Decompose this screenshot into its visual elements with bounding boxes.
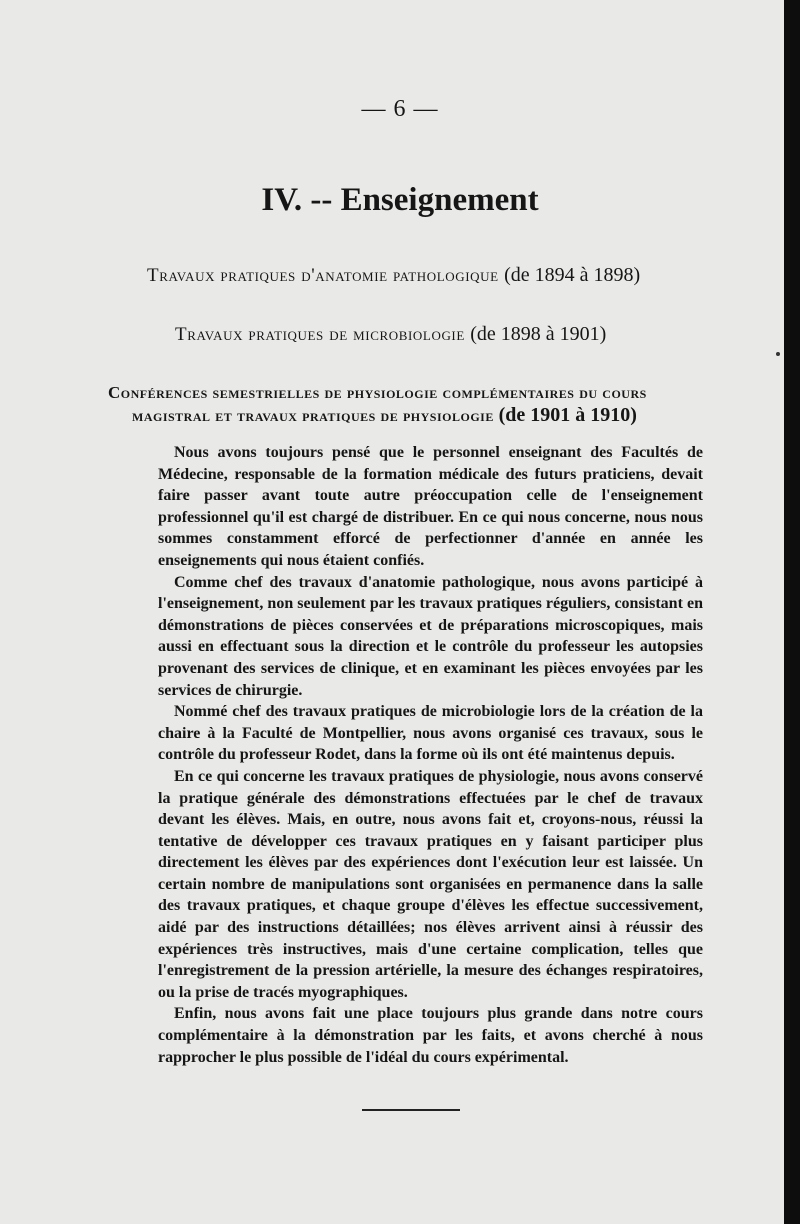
section-heading-physiologie-line1: Conférences semestrielles de physiologie complémentaires du cours xyxy=(108,383,647,402)
section-dates: (de 1898 à 1901) xyxy=(470,323,607,345)
end-rule xyxy=(362,1109,460,1111)
body-text xyxy=(158,442,703,1068)
page-number: — 6 — xyxy=(361,96,439,122)
section-heading-physiologie-line2 xyxy=(132,404,637,427)
section-heading-anatomie xyxy=(147,264,640,287)
scan-speck xyxy=(776,352,780,356)
section-label: Travaux pratiques de microbiologie xyxy=(175,324,465,345)
paragraph: Nous avons toujours pensé que le personnel enseignant des Facultés de Médecine, responsable de la formation médicale des futurs praticiens, devait faire passer avant toute autre préoccupation celle de l'enseignement professionnel qu'il est chargé de distribuer. En ce qui nous concerne, nous nous sommes constamment efforcé de perfectionner d'année en année les enseignements qui nous étaient confiés. xyxy=(158,444,703,569)
paragraph: Enfin, nous avons fait une place toujours plus grande dans notre cours complémentaire à la démonstration par les faits, et avons cherché à nous rapprocher le plus possible de l'idéal du cours expérimental. xyxy=(158,1005,703,1066)
section-label: Travaux pratiques d'anatomie pathologique xyxy=(147,265,499,286)
chapter-title: IV. -- Enseignement xyxy=(261,182,539,218)
section-dates: (de 1894 à 1898) xyxy=(504,264,641,286)
paragraph: Comme chef des travaux d'anatomie pathologique, nous avons participé à l'enseignement, non seulement par les travaux pratiques réguliers, consistant en démonstrations de pièces conservées et de préparations microscopiques, mais aussi en effectuant sous la direction et le contrôle du professeur les autopsies provenant des services de clinique, et en examinant les pièces envoyées par les services de chirurgie. xyxy=(158,573,703,699)
paragraph: Nommé chef des travaux pratiques de microbiologie lors de la création de la chaire à la Faculté de Montpellier, nous avons organisé ces travaux, sous le contrôle du professeur Rodet, dans la forme où ils ont été maintenus depuis. xyxy=(158,703,703,764)
section-label: magistral et travaux pratiques de physiologie xyxy=(132,406,494,425)
paragraph: En ce qui concerne les travaux pratiques de physiologie, nous avons conservé la pratique générale des démonstrations effectuées par le chef de travaux devant les élèves. Mais, en outre, nous avons fait et, croyons-nous, réussi la tentative de développer ces travaux pratiques en y faisant participer plus directement les élèves par des expériences dont l'exécution leur est laissée. Un certain nombre de manipulations sont organisées en permanence dans la salle des travaux pratiques, et chaque groupe d'élèves les effectue successivement, aidé par des instructions détaillées; nos élèves arrivent ainsi à réussir des expériences très instructives, mais d'une certaine complication, telles que l'enregistrement de la pression artérielle, la mesure des échanges respiratoires, ou la prise de tracés myographiques. xyxy=(158,767,703,1001)
scan-edge xyxy=(784,0,800,1224)
section-dates: (de 1901 à 1910) xyxy=(498,404,637,426)
section-heading-microbiologie xyxy=(175,323,606,346)
